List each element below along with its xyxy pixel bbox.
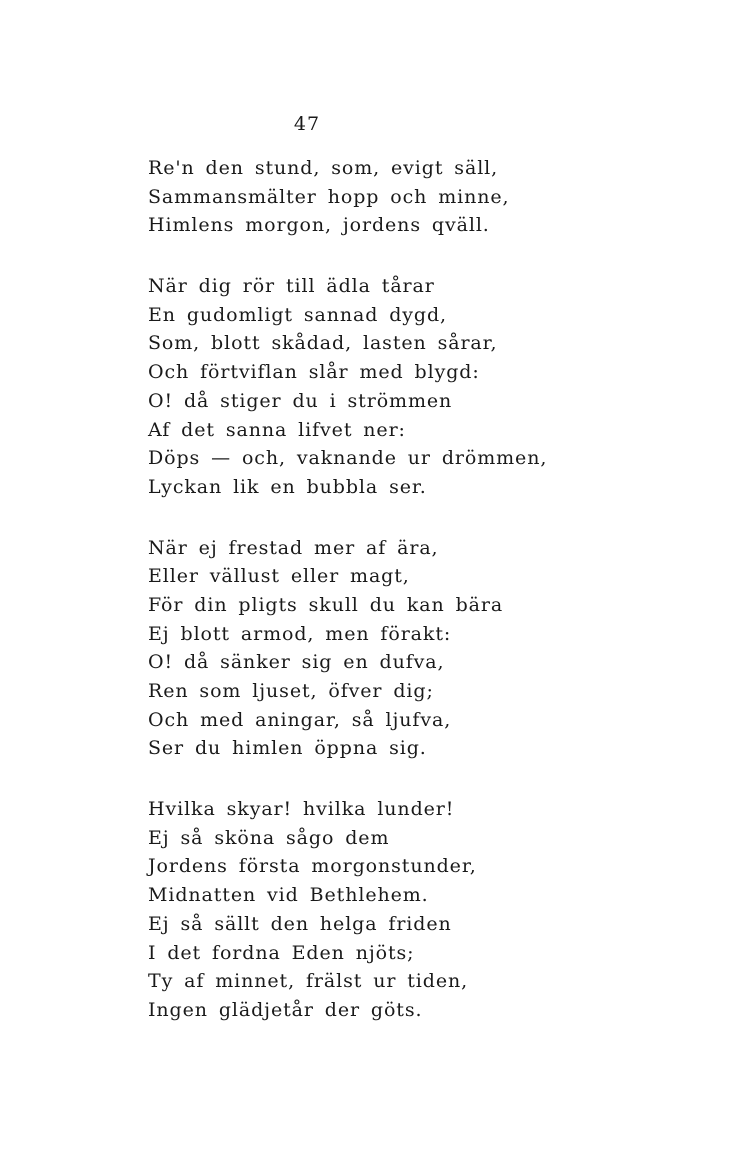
poem-line: När dig rör till ädla tårar [148,275,435,298]
page-number: 47 [293,113,321,135]
poem-line: O! då stiger du i strömmen [148,389,453,412]
poem-line: Midnatten vid Bethlehem. [148,884,429,907]
poem-line: Ren som ljuset, öfver dig; [148,680,434,702]
poem-line: Döps — och, vaknande ur drömmen, [148,447,548,470]
poem-line: Himlens morgon, jordens qväll. [148,214,490,237]
poem-line: Sammansmälter hopp och minne, [148,185,510,208]
poem-line: Ingen glädjetår der göts. [148,998,423,1021]
poem-line: Eller vällust eller magt, [148,565,410,588]
poem-line: Ser du himlen öppna sig. [148,737,427,760]
stanza-2 [148,272,668,502]
poem-line: Ej blott armod, men förakt: [148,622,452,645]
poem-line: Ty af minnet, frälst ur tiden, [148,970,469,993]
poem-line: O! då sänker sig en dufva, [148,651,445,674]
poem [148,154,668,1057]
poem-line: En gudomligt sannad dygd, [148,303,447,326]
poem-line: Lyckan lik en bubbla ser. [148,475,427,498]
poem-line: Ej så sällt den helga friden [148,912,452,935]
poem-line: Som, blott skådad, lasten sårar, [148,332,498,355]
poem-line: Re'n den stund, som, evigt säll, [148,157,499,179]
poem-line: Och förtviflan slår med blygd: [148,361,480,384]
stanza-4 [148,795,668,1025]
poem-line: Ej så sköna sågo dem [148,826,390,849]
poem-line: För din pligts skull du kan bära [148,593,504,616]
poem-line: Och med aningar, så ljufva, [148,708,452,731]
poem-line: Af det sanna lifvet ner: [148,418,406,441]
poem-line: Hvilka skyar! hvilka lunder! [148,798,455,821]
stanza-3 [148,534,668,764]
poem-line: När ej frestad mer af ära, [148,536,439,559]
stanza-1 [148,154,668,240]
poem-line: Jordens första morgonstunder, [148,855,477,878]
poem-line: I det fordna Eden njöts; [148,941,415,964]
